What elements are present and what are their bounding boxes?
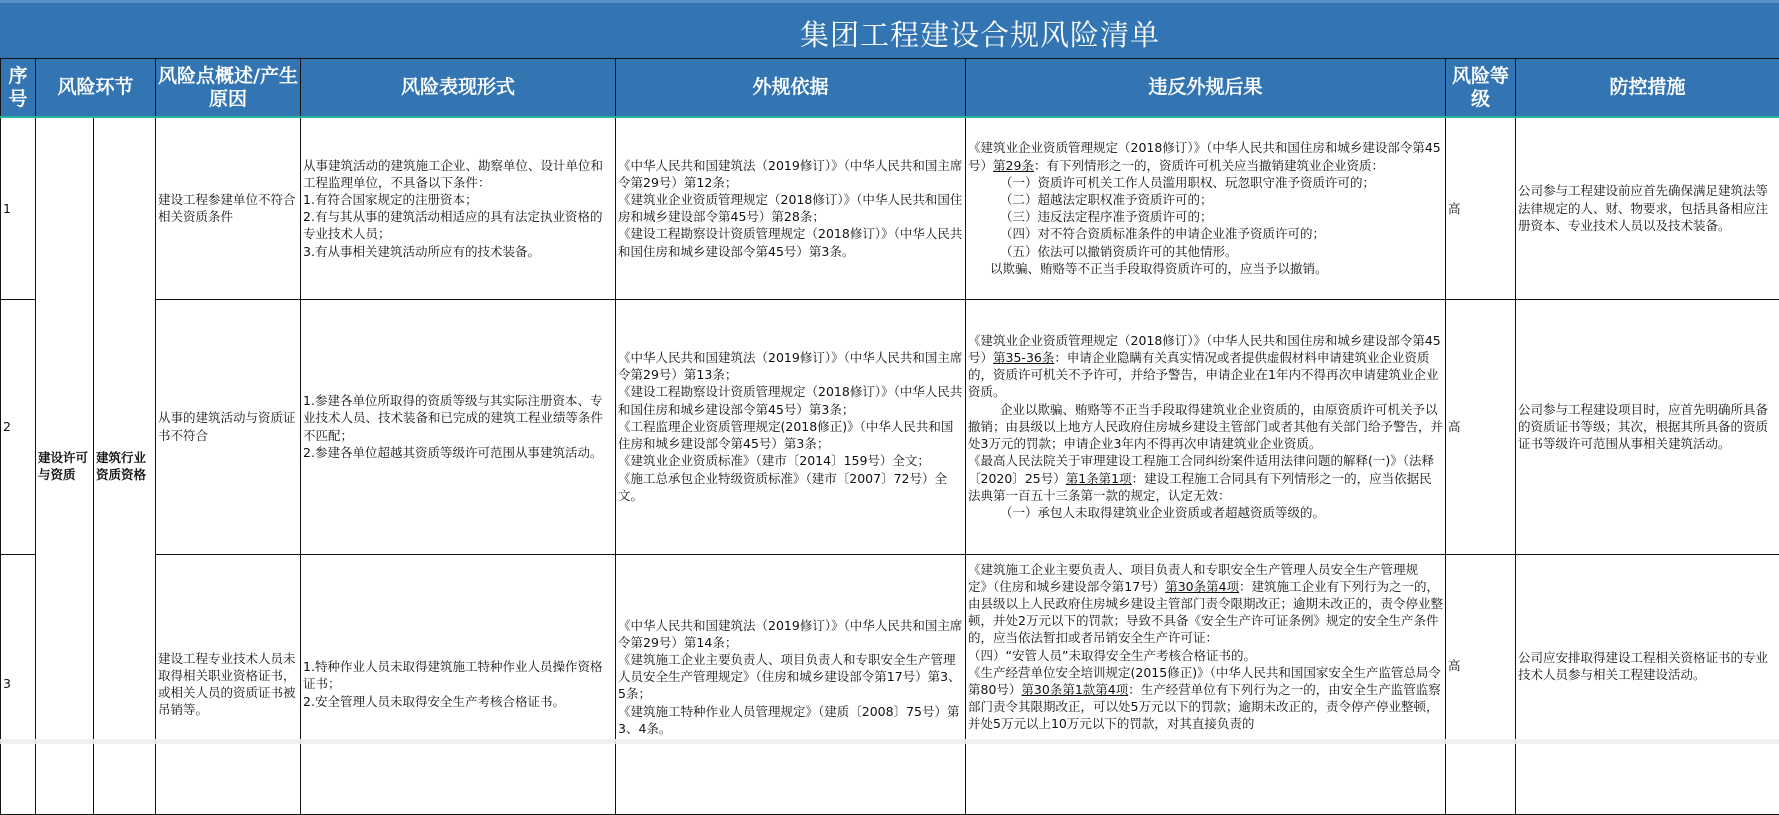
cell-consequence[interactable] (966, 117, 1446, 299)
consequence-para (968, 452, 1443, 504)
form-line: 2.参建各单位超越其资质等级许可范围从事建筑活动。 (303, 444, 613, 461)
consequence-item: （二）超越法定职权准予资质许可的； (968, 191, 1443, 208)
col-header-seq: 序号 (1, 59, 36, 118)
cell-basis[interactable] (616, 554, 966, 814)
consequence-item: （一）承包人未取得建筑业企业资质或者超越资质等级的。 (968, 504, 1443, 521)
consequence-text: 《最高人民法院关于审理建设工程施工合同纠纷案件适用法律问题的解释(一)》（法释〔2020〕25号） (968, 453, 1434, 485)
basis-line: 《建设工程勘察设计资质管理规定（2018修订）》（中华人民共和国住房和城乡建设部令第45号）第3条； (618, 383, 963, 417)
col-header-level: 风险等级 (1446, 59, 1516, 118)
article-ref: 第30条第4项 (1165, 579, 1239, 594)
cell-seq[interactable]: 3 (1, 554, 36, 814)
article-ref: 第30条第1款第4项 (1021, 682, 1128, 697)
cell-seq[interactable]: 1 (1, 117, 36, 299)
cell-level[interactable]: 高 (1446, 299, 1516, 554)
cell-consequence[interactable] (966, 299, 1446, 554)
cell-measures[interactable]: 公司参与工程建设前应首先确保满足建筑法等法律规定的人、财、物要求，包括具备相应注册资本、专业技术人员以及技术装备。 (1516, 117, 1779, 299)
form-line: 1.参建各单位所取得的资质等级与其实际注册资本、专业技术人员、技术装备和已完成的建筑工程业绩等条件不匹配； (303, 392, 613, 444)
cell-stage-l2[interactable]: 建筑行业资质资格 (94, 117, 156, 814)
consequence-text: 《建筑施工企业主要负责人、项目负责人和专职安全生产管理人员安全生产管理规定》（住房和城乡建设部令第17号） (968, 562, 1418, 594)
form-line: 2.有与其从事的建筑活动相适应的具有法定执业资格的专业技术人员； (303, 208, 613, 242)
cell-summary[interactable]: 建设工程参建单位不符合相关资质条件 (156, 117, 301, 299)
consequence-item: （五）依法可以撤销资质许可的其他情形。 (968, 243, 1443, 260)
form-line: 从事建筑活动的建筑施工企业、勘察单位、设计单位和工程监理单位，不具备以下条件： (303, 157, 613, 191)
cell-measures[interactable]: 公司应安排取得建设工程相关资格证书的专业技术人员参与相关工程建设活动。 (1516, 554, 1779, 814)
basis-line: 《建筑业企业资质标准》（建市〔2014〕159号）全文； (618, 452, 963, 469)
cell-level[interactable]: 高 (1446, 554, 1516, 814)
basis-line: 《中华人民共和国建筑法（2019修订）》（中华人民共和国主席令第29号）第13条； (618, 349, 963, 383)
cell-seq[interactable]: 2 (1, 299, 36, 554)
article-ref: 第1条第1项 (1066, 471, 1132, 486)
col-header-consequence: 违反外规后果 (966, 59, 1446, 118)
consequence-text: 《建筑业企业资质管理规定（2018修订）》（中华人民共和国住房和城乡建设部令第45号） (968, 333, 1441, 365)
table-row (1, 299, 1779, 554)
basis-line: 《中华人民共和国建筑法（2019修订）》（中华人民共和国主席令第29号）第14条； (618, 617, 963, 651)
consequence-para (968, 664, 1443, 733)
cell-level[interactable]: 高 (1446, 117, 1516, 299)
page-title: 集团工程建设合规风险清单 (800, 13, 1160, 54)
basis-line: 《建筑施工企业主要负责人、项目负责人和专职安全生产管理人员安全生产管理规定》（住房和城乡建设部令第17号）第3、5条； (618, 651, 963, 703)
consequence-intro (968, 139, 1443, 173)
col-header-form: 风险表现形式 (301, 59, 616, 118)
basis-line: 《建筑业企业资质管理规定（2018修订）》（中华人民共和国住房和城乡建设部令第45号）第28条； (618, 191, 963, 225)
cell-form[interactable] (301, 117, 616, 299)
basis-line: 《工程监理企业资质管理规定(2018修正)》（中华人民共和国住房和城乡建设部令第45号）第3条； (618, 418, 963, 452)
consequence-text: 《建筑业企业资质管理规定（2018修订）》（中华人民共和国住房和城乡建设部令第45号） (968, 140, 1441, 172)
consequence-text: ：生产经营单位有下列行为之一的，由安全生产监管监察部门责令其限期改正，可以处5万元以下的罚款；逾期未改正的，责令停产停业整顿，并处5万元以上10万元以下的罚款，对其直接负责的 (968, 682, 1441, 731)
cell-consequence[interactable] (966, 554, 1446, 814)
consequence-tail: 以欺骗、贿赂等不正当手段取得资质许可的，应当予以撤销。 (968, 260, 1443, 277)
cell-measures[interactable]: 公司参与工程建设项目时，应首先明确所具备的资质证书等级；其次，根据其所具备的资质证书等级许可范围从事相关建筑活动。 (1516, 299, 1779, 554)
basis-line: 《建筑施工特种作业人员管理规定》（建质〔2008〕75号）第3、4条。 (618, 703, 963, 737)
col-header-summary: 风险点概述/产生原因 (156, 59, 301, 118)
table-row (1, 117, 1779, 299)
horizontal-scrollbar[interactable] (0, 739, 1779, 744)
form-line: 1.有符合国家规定的注册资本； (303, 191, 613, 208)
consequence-item: （四）对不符合资质标准条件的申请企业准予资质许可的； (968, 225, 1443, 242)
risk-table (0, 58, 1779, 815)
consequence-para (968, 332, 1443, 401)
cell-form[interactable] (301, 554, 616, 814)
col-header-basis: 外规依据 (616, 59, 966, 118)
title-bar (0, 0, 1779, 58)
cell-basis[interactable] (616, 299, 966, 554)
consequence-para: 企业以欺骗、贿赂等不正当手段取得建筑业企业资质的，由原资质许可机关予以撤销；由县级以上地方人民政府住房城乡建设主管部门或者其他有关部门给予警告，并处3万元的罚款；申请企业3年内不得再次申请建筑业企业资质。 (968, 401, 1443, 453)
cell-basis[interactable] (616, 117, 966, 299)
consequence-para (968, 561, 1443, 647)
form-line: 1.特种作业人员未取得建筑施工特种作业人员操作资格证书； (303, 658, 613, 692)
basis-line: 《施工总承包企业特级资质标准》（建市〔2007〕72号）全文。 (618, 470, 963, 504)
col-header-measures: 防控措施 (1516, 59, 1779, 118)
basis-line: 《建设工程勘察设计资质管理规定（2018修订）》（中华人民共和国住房和城乡建设部令第45号）第3条。 (618, 225, 963, 259)
consequence-item: （三）违反法定程序准予资质许可的； (968, 208, 1443, 225)
consequence-text: ：申请企业隐瞒有关真实情况或者提供虚假材料申请建筑业企业资质的，资质许可机关不予许可，并给予警告，申请企业在1年内不得再次申请建筑业企业资质。 (968, 350, 1438, 399)
article-ref: 第35-36条 (993, 350, 1054, 365)
consequence-text: ：建筑施工企业有下列行为之一的，由县级以上人民政府住房城乡建设主管部门责令限期改正；逾期未改正的，责令停业整顿，并处2万元以下的罚款；导致不具备《安全生产许可证条例》规定的安全生产条件的，应当依法暂扣或者吊销安全生产许可证： (968, 579, 1443, 646)
consequence-text: ：建设工程施工合同具有下列情形之一的，应当依据民法典第一百五十三条第一款的规定，认定无效： (968, 471, 1432, 503)
table-row (1, 554, 1779, 814)
consequence-item: （一）资质许可机关工作人员滥用职权、玩忽职守准予资质许可的； (968, 174, 1443, 191)
form-line: 2.安全管理人员未取得安全生产考核合格证书。 (303, 693, 613, 710)
cell-summary[interactable]: 从事的建筑活动与资质证书不符合 (156, 299, 301, 554)
header-row (1, 59, 1779, 118)
col-header-stage: 风险环节 (36, 59, 156, 118)
consequence-item: （四）“安管人员”未取得安全生产考核合格证书的。 (968, 647, 1443, 664)
cell-form[interactable] (301, 299, 616, 554)
consequence-text: ：有下列情形之一的，资质许可机关应当撤销建筑业企业资质： (1034, 158, 1384, 173)
article-ref: 第29条 (993, 158, 1034, 173)
consequence-text: 《生产经营单位安全培训规定(2015修正)》（中华人民共和国国家安全生产监管总局令第80号） (968, 665, 1441, 697)
form-line: 3.有从事相关建筑活动所应有的技术装备。 (303, 243, 613, 260)
cell-summary[interactable]: 建设工程专业技术人员未取得相关职业资格证书，或相关人员的资质证书被吊销等。 (156, 554, 301, 814)
basis-line: 《中华人民共和国建筑法（2019修订）》（中华人民共和国主席令第29号）第12条； (618, 157, 963, 191)
cell-stage-l1[interactable]: 建设许可与资质 (36, 117, 94, 814)
